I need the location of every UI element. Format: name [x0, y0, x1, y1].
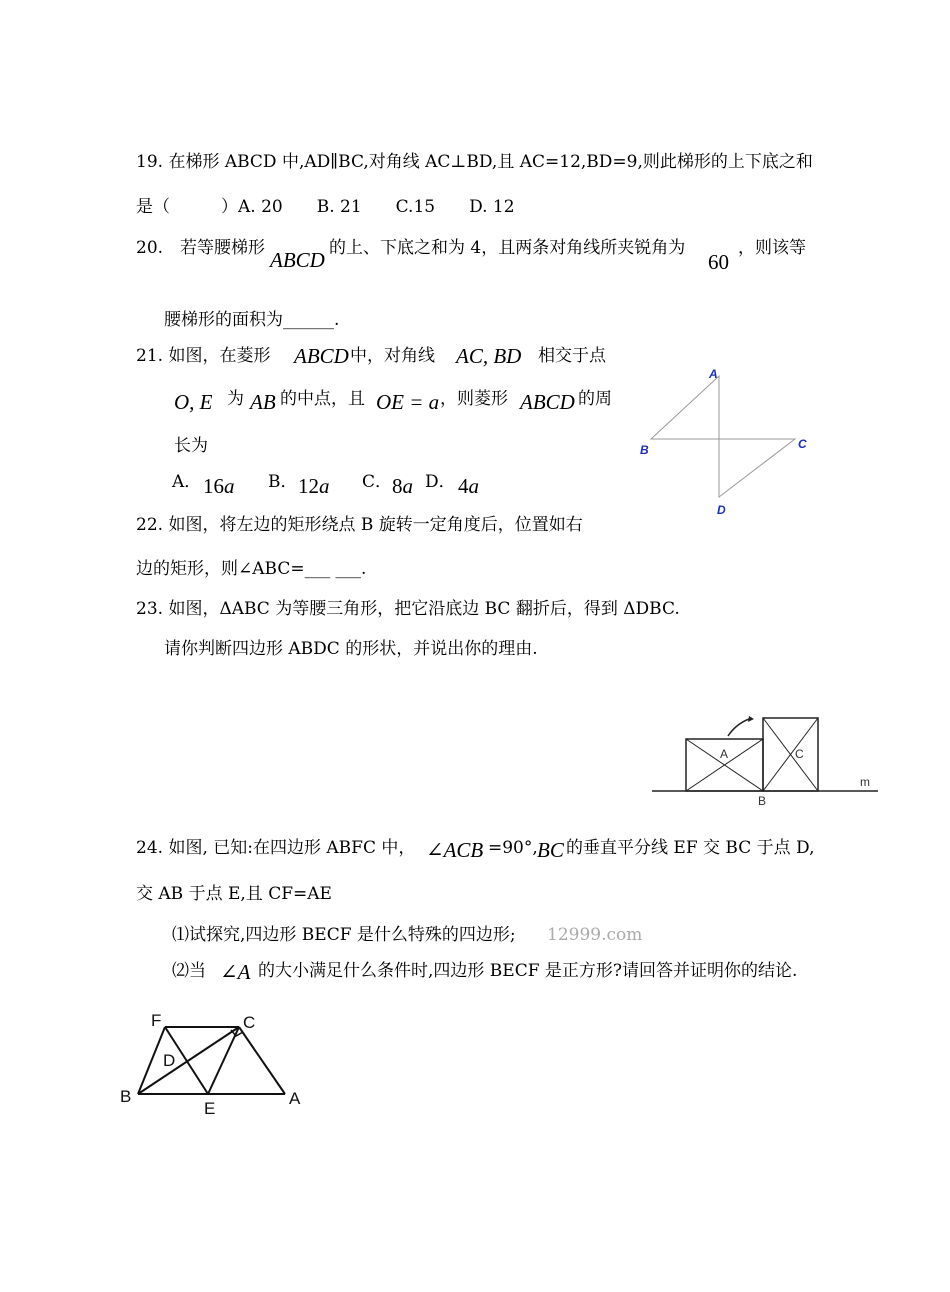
q20-math-abcd: ABCD: [270, 248, 325, 272]
q21-text5: ，则菱形: [440, 389, 508, 409]
q20-math-angle: 60: [708, 250, 729, 274]
label-b: B: [758, 794, 767, 808]
label-c: C: [243, 1013, 256, 1032]
q24-math-angle: ∠ACB: [426, 838, 484, 862]
q24-line2: 交 AB 于点 E,且 CF=AE: [136, 884, 332, 904]
q21-math-acbd: AC, BD: [456, 344, 522, 368]
label-a: A: [720, 747, 729, 761]
rhombus-figure: [630, 362, 820, 522]
q24-math-bc: BC: [537, 838, 564, 862]
rhombus-label-a: A: [709, 367, 718, 381]
q21-option-b-value: 12a: [298, 474, 330, 498]
q20-suffix: ，则该等: [738, 238, 806, 258]
label-m: m: [860, 775, 870, 789]
q21-option-c-value: 8a: [392, 474, 413, 498]
q21-math-eq: OE = a: [376, 390, 440, 414]
label-d: D: [163, 1051, 176, 1070]
q21-math-oe: O, E: [174, 390, 213, 414]
q24-part2-prefix: ⑵当: [172, 961, 206, 981]
label-c: C: [795, 747, 804, 761]
q22-line2: 边的矩形，则∠ABC=___ ___.: [136, 559, 367, 579]
rotation-arrow-icon: [728, 719, 749, 736]
q24-prefix: 24. 如图, 已知:在四边形 ABFC 中，: [136, 838, 416, 858]
q24-part2-math: ∠A: [220, 960, 251, 984]
q24-part1: ⑴试探究,四边形 BECF 是什么特殊的四边形;: [172, 925, 516, 945]
q24-text1: =90°,: [488, 838, 538, 858]
q21-text2: 相交于点: [538, 346, 606, 366]
segment-ca: [239, 1027, 285, 1094]
q24-part2-suffix: 的大小满足什么条件时,四边形 BECF 是正方形?请回答并证明你的结论.: [258, 961, 798, 981]
label-e: E: [204, 1099, 216, 1118]
rhombus-outline: [651, 376, 795, 497]
q20-line2: 腰梯形的面积为______.: [164, 310, 340, 330]
quadrilateral-figure: [115, 1010, 315, 1120]
q21-line3: 长为: [174, 436, 208, 456]
q21-math-abcd2: ABCD: [520, 390, 575, 414]
q23-line2: 请你判断四边形 ABDC 的形状，并说出你的理由.: [164, 639, 538, 659]
rhombus-label-b: B: [640, 443, 649, 457]
arrow-head-icon: [748, 716, 754, 722]
rhombus-label-c: C: [798, 437, 807, 451]
label-f: F: [151, 1011, 162, 1030]
q21-text6: 的周: [578, 389, 612, 409]
q21-math-abcd: ABCD: [294, 344, 349, 368]
label-a: A: [289, 1089, 301, 1108]
q21-text4: 的中点，且: [280, 389, 365, 409]
q21-option-d-value: 4a: [458, 474, 479, 498]
q21-option-d-label: D．: [425, 472, 456, 492]
q21-option-b-label: B．: [268, 472, 298, 492]
q20-middle: 的上、下底之和为 4，且两条对角线所夹锐角为: [329, 238, 686, 258]
q21-prefix: 21. 如图，在菱形: [136, 346, 271, 366]
q21-text1: 中，对角线: [350, 346, 435, 366]
rhombus-label-d: D: [717, 503, 726, 517]
q23-line1: 23. 如图，ΔABC 为等腰三角形，把它沿底边 BC 翻折后，得到 ΔDBC.: [136, 599, 680, 619]
q21-option-c-label: C．: [362, 472, 393, 492]
q21-math-ab: AB: [250, 390, 276, 414]
q19-line2: 是（ ）A. 20 B. 21 C.15 D. 12: [136, 197, 515, 217]
q21-text3: 为: [227, 389, 244, 409]
q19-line1: 19. 在梯形 ABCD 中,AD∥BC,对角线 AC⊥BD,且 AC=12,BD=9,则此梯形的上下底之和: [136, 152, 813, 172]
q20-prefix: 20. 若等腰梯形: [136, 238, 266, 258]
rotation-figure: [650, 708, 890, 810]
q24-text2: 的垂直平分线 EF 交 BC 于点 D,: [566, 838, 815, 858]
q21-option-a-label: A．: [172, 472, 202, 492]
q21-option-a-value: 16a: [203, 474, 235, 498]
label-b: B: [120, 1087, 132, 1106]
q22-line1: 22. 如图，将左边的矩形绕点 B 旋转一定角度后，位置如右: [136, 515, 583, 535]
watermark: 12999.com: [547, 925, 643, 945]
